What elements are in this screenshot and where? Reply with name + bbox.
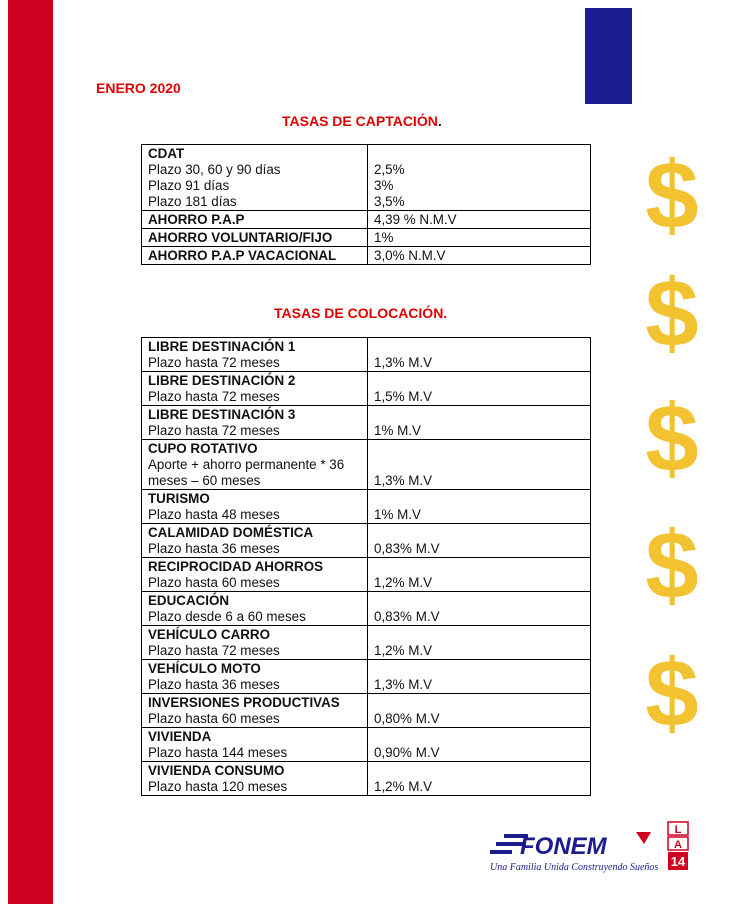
loan-cell [142, 558, 368, 592]
loan-plazo: Plazo hasta 48 meses [148, 507, 280, 522]
table-row [142, 728, 591, 762]
loan-label: RECIPROCIDAD AHORROS [148, 559, 324, 574]
loan-label: VEHÍCULO MOTO [148, 661, 261, 676]
table-row [142, 660, 591, 694]
loan-cell [142, 762, 368, 796]
row-tasa: 1% [374, 230, 394, 245]
loan-rate-cell [368, 406, 591, 440]
loan-rate-cell [368, 694, 591, 728]
top-blue-bar [585, 8, 632, 104]
loan-rate-cell [368, 490, 591, 524]
badge-l: L [674, 824, 682, 836]
cdat-tasa-3: 3,5% [374, 194, 405, 209]
loan-rate-cell [368, 524, 591, 558]
loan-label: EDUCACIÓN [148, 593, 230, 608]
table-row [142, 247, 591, 265]
loan-tasa: 1,2% M.V [374, 779, 433, 794]
dollar-sign-icon [640, 648, 704, 738]
loan-rate-cell [368, 592, 591, 626]
table-row [142, 211, 591, 229]
cdat-cell [142, 145, 368, 211]
fonem-logo [486, 820, 696, 880]
dollar-glyph: $ [645, 520, 699, 610]
row-label: AHORRO P.A.P VACACIONAL [148, 248, 337, 263]
cdat-rates-cell [368, 145, 591, 211]
loan-tasa: 1% M.V [374, 423, 421, 438]
loan-cell [142, 524, 368, 558]
colocacion-table [141, 337, 591, 796]
loan-cell [142, 338, 368, 372]
dollar-sign-icon [640, 150, 704, 240]
loan-rate-cell [368, 558, 591, 592]
loan-label: LIBRE DESTINACIÓN 2 [148, 373, 296, 388]
table-row [142, 592, 591, 626]
loan-tasa: 0,80% M.V [374, 711, 440, 726]
loan-rate-cell [368, 372, 591, 406]
loan-plazo: Plazo hasta 36 meses [148, 541, 280, 556]
loan-label: LIBRE DESTINACIÓN 3 [148, 407, 296, 422]
loan-label: LIBRE DESTINACIÓN 1 [148, 339, 296, 354]
cdat-label: CDAT [148, 146, 185, 161]
loan-plazo: Plazo hasta 72 meses [148, 355, 280, 370]
cdat-tasa-2: 3% [374, 178, 394, 193]
loan-plazo: Plazo hasta 72 meses [148, 389, 280, 404]
loan-plazo: Plazo hasta 120 meses [148, 779, 288, 794]
loan-plazo: Plazo hasta 60 meses [148, 575, 280, 590]
loan-label: CUPO ROTATIVO [148, 441, 258, 456]
loan-label: VIVIENDA CONSUMO [148, 763, 285, 778]
dollar-glyph: $ [645, 648, 699, 738]
loan-tasa: 1,5% M.V [374, 389, 433, 404]
loan-plazo: Plazo hasta 144 meses [148, 745, 288, 760]
loan-rate-cell [368, 626, 591, 660]
table-row [142, 558, 591, 592]
loan-label: VEHÍCULO CARRO [148, 627, 271, 642]
cdat-plazo-2: Plazo 91 días [148, 178, 230, 193]
dollar-sign-icon [640, 268, 704, 358]
loan-rate-cell [368, 762, 591, 796]
loan-tasa: 1,3% M.V [374, 677, 433, 692]
cdat-plazo-3: Plazo 181 días [148, 194, 237, 209]
logo-name: FONEM [520, 833, 607, 860]
dollar-sign-icon [640, 393, 704, 483]
loan-cell [142, 660, 368, 694]
loan-cell [142, 440, 368, 490]
captacion-table [141, 144, 591, 265]
loan-tasa: 1,2% M.V [374, 575, 433, 590]
dollar-glyph: $ [645, 150, 699, 240]
table-row [142, 440, 591, 490]
loan-tasa: 0,90% M.V [374, 745, 440, 760]
cdat-tasa-1: 2,5% [374, 162, 405, 177]
badge-a: A [674, 839, 682, 851]
loan-tasa: 1,2% M.V [374, 643, 433, 658]
loan-cell [142, 694, 368, 728]
date-heading: ENERO 2020 [96, 80, 181, 96]
loan-tasa: 1% M.V [374, 507, 421, 522]
captacion-title-period: . [437, 113, 442, 129]
row-label: AHORRO VOLUNTARIO/FIJO [148, 230, 333, 245]
table-row [142, 762, 591, 796]
captacion-title [282, 113, 442, 129]
loan-cell [142, 490, 368, 524]
loan-cell [142, 372, 368, 406]
logo-slogan: Una Familia Unida Construyendo Sueños [490, 862, 659, 873]
loan-rate-cell [368, 728, 591, 762]
dollar-sign-icon [640, 520, 704, 610]
loan-label: TURISMO [148, 491, 210, 506]
table-row [142, 406, 591, 440]
dollar-glyph: $ [645, 393, 699, 483]
table-row [142, 626, 591, 660]
loan-label: VIVIENDA [148, 729, 212, 744]
table-row [142, 694, 591, 728]
loan-label: CALAMIDAD DOMÉSTICA [148, 525, 314, 540]
loan-cell [142, 406, 368, 440]
loan-cell [142, 728, 368, 762]
loan-tasa: 1,3% M.V [374, 355, 433, 370]
loan-tasa: 1,3% M.V [374, 473, 433, 488]
loan-plazo: Aporte + ahorro permanente * 36 meses – 60 meses [148, 457, 345, 488]
dollar-glyph: $ [645, 268, 699, 358]
table-row [142, 524, 591, 558]
loan-cell [142, 592, 368, 626]
colocacion-title: TASAS DE COLOCACIÓN. [274, 305, 448, 321]
left-red-bar [8, 0, 53, 904]
cdat-plazo-1: Plazo 30, 60 y 90 días [148, 162, 281, 177]
loan-plazo: Plazo desde 6 a 60 meses [148, 609, 306, 624]
loan-plazo: Plazo hasta 60 meses [148, 711, 280, 726]
loan-rate-cell [368, 660, 591, 694]
table-row [142, 229, 591, 247]
table-row [142, 490, 591, 524]
loan-plazo: Plazo hasta 72 meses [148, 423, 280, 438]
badge-14: 14 [670, 854, 686, 869]
loan-tasa: 0,83% M.V [374, 541, 440, 556]
loan-label: INVERSIONES PRODUCTIVAS [148, 695, 340, 710]
loan-plazo: Plazo hasta 36 meses [148, 677, 280, 692]
table-row [142, 145, 591, 211]
row-tasa: 3,0% N.M.V [374, 248, 446, 263]
captacion-title-text: TASAS DE CAPTACIÓN [282, 113, 438, 129]
loan-tasa: 0,83% M.V [374, 609, 440, 624]
loan-rate-cell [368, 440, 591, 490]
la14-badge [668, 822, 688, 870]
table-row [142, 338, 591, 372]
loan-cell [142, 626, 368, 660]
loan-rate-cell [368, 338, 591, 372]
table-row [142, 372, 591, 406]
row-tasa: 4,39 % N.M.V [374, 212, 457, 227]
row-label: AHORRO P.A.P [148, 212, 245, 227]
fonem-wordmark [490, 832, 651, 860]
loan-plazo: Plazo hasta 72 meses [148, 643, 280, 658]
